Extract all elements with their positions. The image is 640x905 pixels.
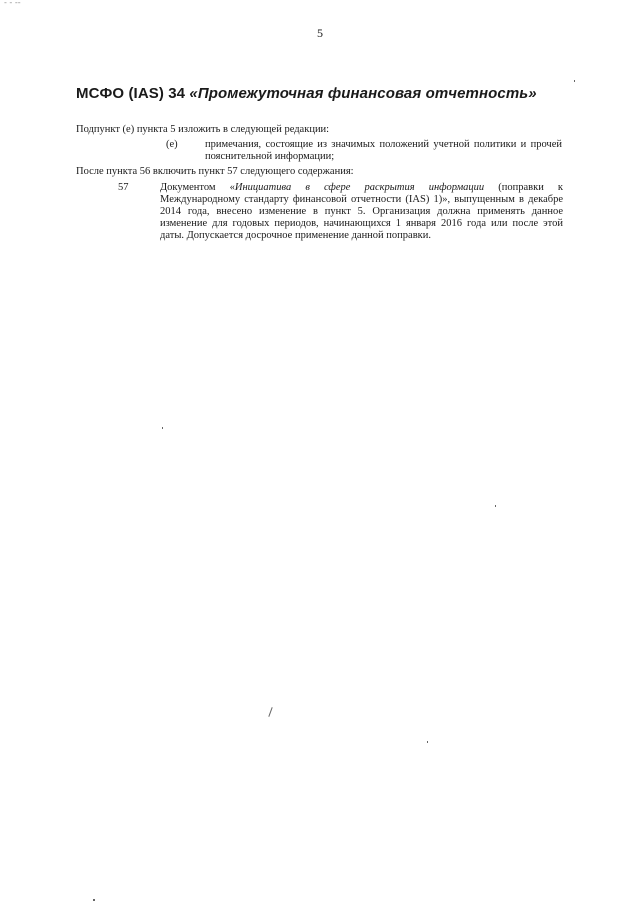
scan-speck bbox=[427, 741, 428, 743]
document-heading bbox=[76, 85, 616, 102]
scan-speck bbox=[162, 427, 163, 429]
scan-speck bbox=[268, 707, 272, 717]
subparagraph-marker: (е) bbox=[166, 139, 178, 150]
paragraph-number: 57 bbox=[118, 182, 129, 193]
amendment-intro-subparagraph-e: Подпункт (е) пункта 5 изложить в следующей редакции: bbox=[76, 124, 330, 135]
scan-speck bbox=[93, 899, 95, 901]
scan-speck bbox=[574, 80, 575, 82]
paragraph-text-part2: (поправки к Международному стандарту финансовой отчетности (IAS) 1)», выпущенным в декабре 2014 года, внесено изменение в пункт 5. Организация должна применять данное изменение для годовых периодов, начинающихся 1 января 2016 года или после этой даты. Допускается досрочное применение данной поправки. bbox=[160, 182, 563, 241]
paragraph-text bbox=[160, 182, 563, 242]
heading-standard-title: «Промежуточная финансовая отчетность» bbox=[189, 85, 537, 102]
paragraph-text-part1: Документом « bbox=[160, 182, 235, 193]
paragraph-text-italic-title: Инициатива в сфере раскрытия информации bbox=[234, 182, 485, 193]
heading-standard-code: МСФО (IAS) 34 bbox=[76, 85, 190, 102]
subparagraph-text: примечания, состоящие из значимых положений учетной политики и прочей пояснительной информации; bbox=[205, 139, 562, 162]
amendment-intro-paragraph-57: После пункта 56 включить пункт 57 следующего содержания: bbox=[76, 166, 354, 177]
scan-speck bbox=[495, 505, 496, 507]
page-number: 5 bbox=[317, 26, 323, 40]
subparagraph-e bbox=[0, 139, 640, 163]
scan-corner-mark: ‐ ‐ ‐‐ bbox=[4, 0, 21, 7]
